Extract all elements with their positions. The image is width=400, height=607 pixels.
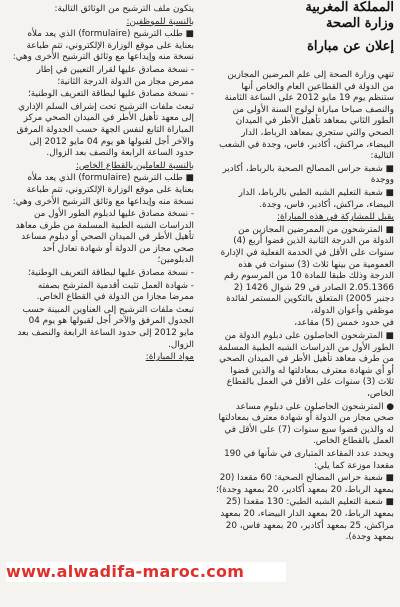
private-sector-form: ■ طلب الترشيح (formulaire) الذي يعد ملأه بعناية على موقع الوزارة الإلكتروني، تتم طباعة نسخة منه وإيداعها مع وثائق الترشيح الأخرى وهي: [12, 173, 194, 207]
eligibility-heading: يقبل للمشاركة في هذه المباراة: [277, 212, 394, 223]
ministry-title: المملكة المغربية وزارة الصحة [305, 0, 394, 31]
seats-paramedical-teaching: ■ شعبة التعليم الشبه الطبي: 130 مقعدا (25 بمعهد الرباط، 20 بمعهد الدار البيضاء، 20 بمعهد مراكش، 25 بمعهد أكادير، 20 بمعهد فاس، 20 بمعهد وجدة). [220, 497, 394, 543]
eligibility-health-assistant: ● المترشحون الحاصلون على دبلوم مساعد صحي مجاز من الدولة أو شهادة معترف بمعادلتها له والذين قضوا سبع سنوات (7) على الأقل في العمل بالقطاع الخاص. [218, 401, 394, 447]
documents-heading: يتكون ملف الترشيح من الوثائق التالية: [54, 4, 194, 14]
intro-paragraph: تنهي وزارة الصحة إلى علم المرضين المجازين من الدولة في القطاعين العام والخاص أنها ستنظم يوم 19 مايو 2012 على الساعة الثامنة والنصف صباحا مباراة لولوج السنة الأولى من الطور الثاني بمعاهد تأهيل الأطر في الميدان الصحي والتي ستجري بمعاهد الرباط، الدار البيضاء، مراكش، أكادير، فاس، وجدة في الشعب التالية: [219, 70, 394, 162]
eligibility-state-diploma: ■ المترشحون الحاصلون على دبلوم الدولة من الطور الأول من الدراسات الشبه الطبية المسلمة من طرف معاهد تأهيل الأطر في الميدان الصحي أو أي شهادة معترف بمعادلتها له والذين قضوا ثلاث (3) سنوات على الأقل في العمل بالقطاع الخاص، [218, 331, 394, 400]
right-column [216, 4, 394, 602]
eligibility-seats-five: في حدود خمس (5) مقاعد، [294, 318, 394, 329]
seats-total: ويحدد عدد المقاعد المتبارى في شأنها في 190 مقعدا موزعة كما يلي: [224, 449, 394, 471]
right-column-body [216, 70, 394, 545]
civil-servants-appointment-copy: - نسخة مصادق عليها لقرار التعيين في إطار ممرض مجاز من الدولة الدرجة الثانية؛ [36, 64, 194, 87]
private-sector-heading: بالنسبة للعاملين بالقطاع الخاص: [75, 160, 194, 171]
private-sector-work-certificate: - شهادة العمل تثبت أقدمية المترشح بصفته ممرضا مجازا من الدولة في القطاع الخاص. [36, 280, 194, 303]
civil-servants-heading: بالنسبة للموظفين: [126, 16, 194, 27]
seats-health-supervisors: ■ شعبة حراس المصالح الصحية: 60 مقعدا (20 بمعهد الرباط، 20 بمعهد أكادير، 20 بمعهد وجدة)؛ [216, 473, 394, 495]
exam-subjects-heading: مواد المباراة: [145, 352, 194, 363]
private-sector-submission: تبعث ملفات الترشيح إلى العناوين المبينة حسب الجدول المرفق والآخر أجل لقبولها هو يوم 04 مايو 2012 إلى حدود الساعة الرابعة والنصف بعد الزوال. [17, 304, 194, 350]
civil-servants-form: ■ طلب الترشيح (formulaire) الذي يعد ملأه بعناية على موقع الوزارة الإلكتروني، تتم طباعة نسخة منه وإيداعها مع وثائق الترشيح الأخرى وهي: [12, 29, 194, 63]
left-column [12, 4, 194, 544]
private-sector-id-copy: - نسخة مصادق عليها لبطاقة التعريف الوطنية؛ [27, 268, 194, 279]
private-sector-diploma-copy: - نسخة مصادق عليها لدبلوم الطور الأول من الدراسات الشبه الطبية المسلمة من طرف معاهد تأهيل الأطر في الميدان الصحي أو دبلوم مساعد صحي مجاز من الدولة أو شهادة تعادل أحد الدبلومين؛ [15, 209, 194, 266]
civil-servants-id-copy: - نسخة مصادق عليها لبطاقة التعريف الوطنية؛ [27, 89, 194, 100]
eligibility-nurses: ■ المترشحون من الممرضين المجازين من الدولة من الدرجة الثانية الذين قضوا أربع (4) سنوات على الأقل في الخدمة الفعلية في الإدارة العمومية من بينها ثلاث (3) سنوات في هذه الدرجة وذلك طبقا للمادة 10 من المرسوم رقم 2.05.1366 الصادر في 29 شوال 1426 (2 دجنبر 2005) المتعلق بالتكوين المستمر لفائدة موظفي وأعوان الدولة، [220, 224, 394, 316]
announcement-title: إعلان عن مباراة [307, 39, 394, 54]
civil-servants-submission: تبعث ملفات الترشيح تحت إشراف السلم الإداري إلى معهد تأهيل الأطر في الميدان الصحي مركز المباراة التابع لنفس الجهة حسب الجدولة المرفق والآخر أجل لقبولها هو يوم 04 مايو 2012 إلى حدود الساعة الرابعة والنصف بعد الزوال. [16, 101, 194, 159]
branch-health-supervisors: ■ شعبة حراس المصالح الصحية بالرباط، أكادير ووجدة [222, 163, 394, 186]
branch-paramedical-teaching: ■ شعبة التعليم الشبه الطبي بالرباط، الدار البيضاء، مراكش، أكادير، فاس، وجدة. [238, 187, 394, 210]
website-watermark: www.alwadifa-maroc.com [6, 562, 286, 582]
